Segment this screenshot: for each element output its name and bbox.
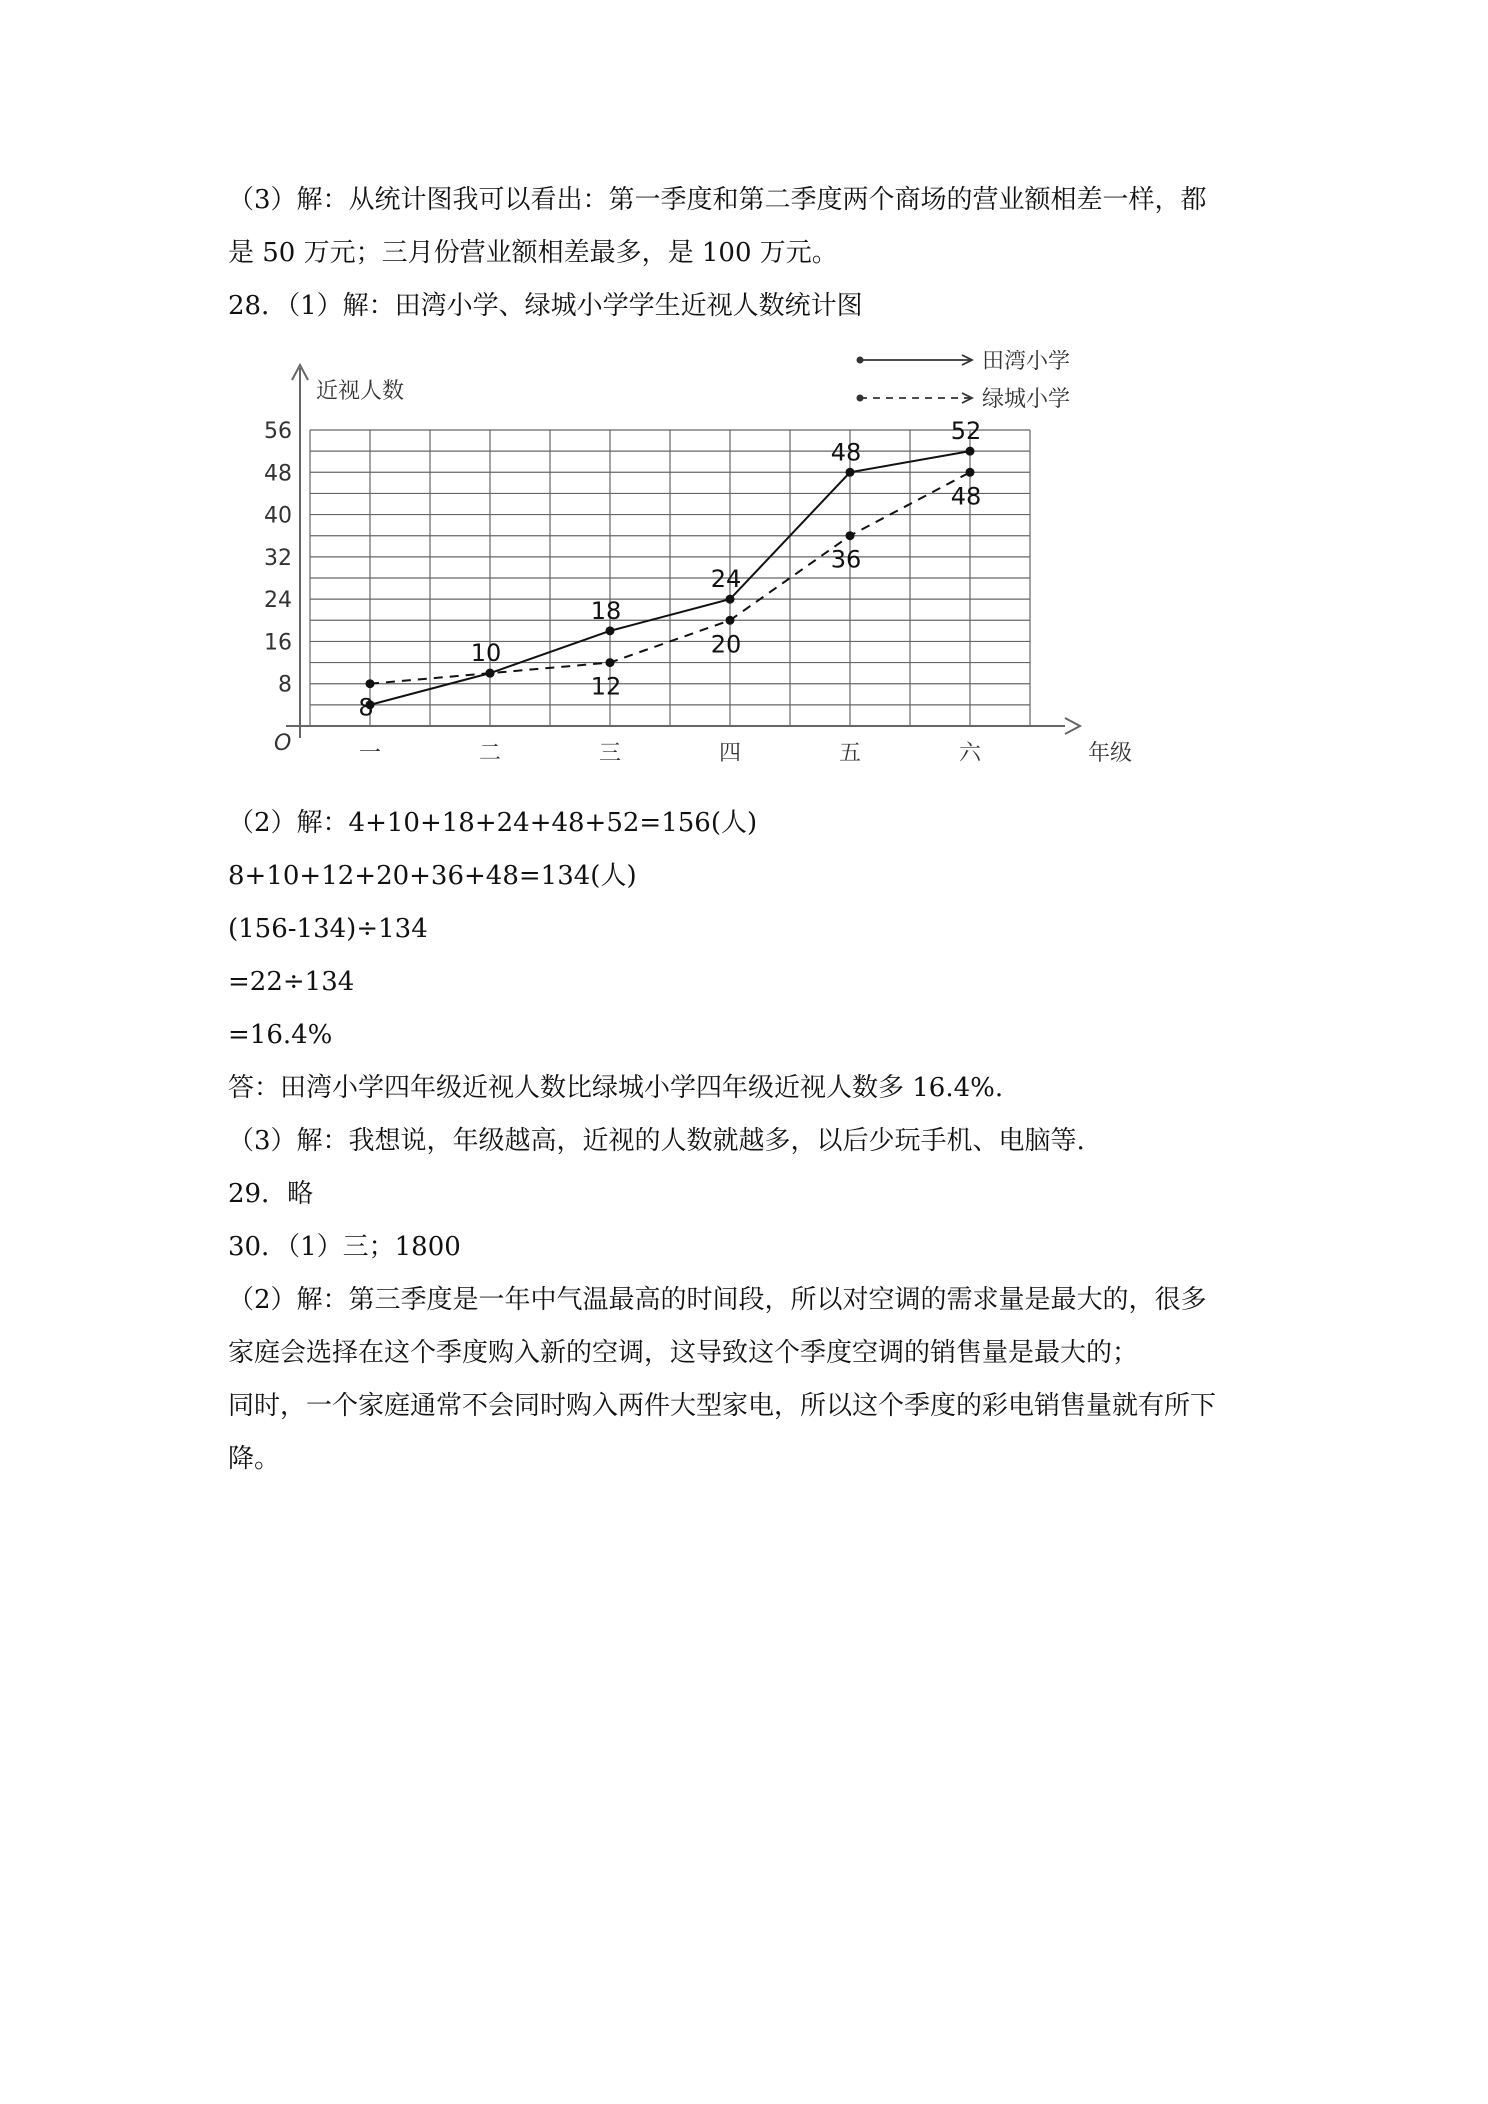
data-label: 48 [950,482,982,511]
x-axis-title: 年级 [1088,741,1133,766]
myopia-line-chart [250,350,1150,770]
legend-label: 绿城小学 [982,387,1071,412]
x-tick-label: 三 [598,741,622,766]
y-tick-label: 40 [264,503,292,529]
legend-dashed-marker [857,395,864,402]
q30-part2-line-4: 降。 [228,1444,281,1474]
q28-part2-line-1: （2）解：4+10+18+24+48+52=156(人) [228,808,758,838]
question-30-part1: 30．（1）三；1800 [228,1232,461,1262]
legend-solid-marker [857,357,864,364]
question-29: 29．略 [228,1179,314,1209]
origin-label: O [274,731,292,756]
data-point [606,626,615,635]
data-point [606,658,615,667]
para-3-line-2: 是 50 万元；三月份营业额相差最多，是 100 万元。 [228,238,838,268]
q28-part2-line-3: (156-134)÷134 [228,914,428,944]
y-axis-title: 近视人数 [316,379,405,404]
y-tick-label: 48 [264,461,292,487]
data-point [846,531,855,540]
data-point [966,447,975,456]
data-label: 36 [830,545,862,574]
q30-part2-line-1: （2）解：第三季度是一年中气温最高的时间段，所以对空调的需求量是最大的，很多 [228,1285,1207,1315]
q28-answer: 答：田湾小学四年级近视人数比绿城小学四年级近视人数多 16.4%. [228,1073,1004,1103]
data-label: 10 [470,639,502,668]
x-tick-label: 四 [718,741,742,766]
data-point [726,616,735,625]
x-tick-label: 五 [838,741,862,766]
data-label: 20 [710,630,742,659]
y-tick-label: 16 [264,630,292,656]
data-label: 24 [710,565,742,594]
y-tick-label: 56 [264,419,292,444]
data-label: 8 [358,693,374,722]
data-point [366,679,375,688]
data-point [846,468,855,477]
data-label: 12 [590,672,622,701]
data-label: 48 [830,438,862,467]
q28-part3: （3）解：我想说，年级越高，近视的人数就越多，以后少玩手机、电脑等. [228,1126,1085,1156]
question-28-heading: 28．（1）解：田湾小学、绿城小学学生近视人数统计图 [228,291,863,321]
q28-part2-line-5: =16.4% [228,1020,333,1050]
y-tick-label: 8 [278,672,292,698]
q30-part2-line-2: 家庭会选择在这个季度购入新的空调，这导致这个季度空调的销售量是最大的； [228,1338,1139,1368]
q28-part2-line-4: =22÷134 [228,967,355,997]
data-label: 18 [590,596,622,625]
x-tick-label: 六 [958,741,982,766]
data-point [966,468,975,477]
x-tick-label: 一 [358,741,382,766]
q30-part2-line-3: 同时，一个家庭通常不会同时购入两件大型家电，所以这个季度的彩电销售量就有所下 [228,1391,1217,1421]
x-axis-arrow [1065,718,1080,734]
data-point [726,595,735,604]
legend-label: 田湾小学 [982,350,1071,374]
x-tick-label: 二 [478,741,502,766]
y-tick-label: 32 [264,545,292,571]
data-label: 52 [950,417,982,446]
data-point [486,669,495,678]
y-tick-label: 24 [264,588,292,614]
para-3-line-1: （3）解：从统计图我可以看出：第一季度和第二季度两个商场的营业额相差一样，都 [228,185,1207,215]
q28-part2-line-2: 8+10+12+20+36+48=134(人) [228,861,637,891]
